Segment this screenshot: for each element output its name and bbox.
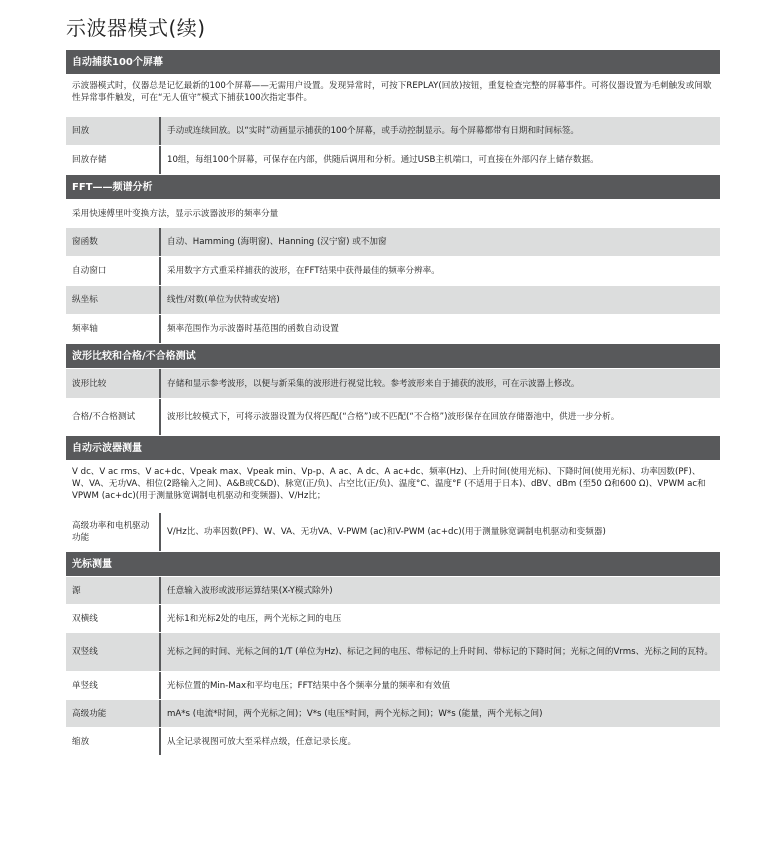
table-row: [66, 513, 720, 552]
row-label: 双横线: [66, 605, 161, 632]
section-intro-auto-capture: 示波器模式时，仪器总是记忆最新的100个屏幕——无需用户设置。发现异常时，可按下REPLAY(回放)按钮，重复检查完整的屏幕事件。可将仪器设置为毛刺触发或间歇性异常事件触发，可在“无人值守”模式下捕获100次指定事件。: [66, 75, 720, 117]
spec-table: [66, 50, 720, 755]
row-label: 双竖线: [66, 633, 161, 671]
row-value: 任意输入波形或波形运算结果(X-Y模式除外): [167, 585, 333, 596]
table-row: [66, 146, 720, 175]
section-header-cursor: 光标测量: [66, 552, 720, 577]
section-header-auto-measure: 自动示波器测量: [66, 436, 720, 461]
row-value: 光标之间的时间、光标之间的1/T (单位为Hz)、标记之间的电压、带标记的上升时间、带标记的下降时间；光标之间的Vrms、光标之间的瓦特。: [167, 647, 713, 657]
row-label: 高级功能: [66, 700, 161, 727]
row-value: 波形比较模式下，可将示波器设置为仅将匹配(“合格”)或不匹配(“不合格”)波形保存在回放存储器池中，供进一步分析。: [167, 412, 620, 422]
row-value: 10组，每组100个屏幕，可保存在内部，供随后调用和分析。通过USB主机端口，可直接在外部闪存上储存数据。: [167, 155, 599, 165]
row-value: 存储和显示参考波形，以便与新采集的波形进行视觉比较。参考波形来自于捕获的波形，可在示波器上修改。: [167, 378, 580, 389]
table-row: [66, 605, 720, 633]
row-label: 纵坐标: [66, 286, 161, 314]
row-value: V/Hz比、功率因数(PF)、W、VA、无功VA、V-PWM (ac)和V-PWM (ac+dc)(用于测量脉宽调制电机驱动和变频器): [167, 527, 606, 537]
row-value: 采用数字方式重采样捕获的波形，在FFT结果中获得最佳的频率分辨率。: [167, 266, 440, 276]
section-intro-fft: 采用快速傅里叶变换方法，显示示波器波形的频率分量: [66, 200, 720, 228]
row-label: 频率轴: [66, 315, 161, 343]
row-value: 光标1和光标2处的电压，两个光标之间的电压: [167, 613, 342, 624]
row-value: 光标位置的Min-Max和平均电压；FFT结果中各个频率分量的频率和有效值: [167, 680, 451, 691]
row-label: 窗函数: [66, 228, 161, 256]
row-label: 源: [66, 577, 161, 604]
row-label: 缩放: [66, 728, 161, 755]
page-title: 示波器模式(续): [66, 16, 206, 40]
section-header-fft: FFT——频谱分析: [66, 175, 720, 200]
table-row: [66, 672, 720, 700]
row-label: 合格/不合格测试: [66, 399, 161, 435]
row-label: 波形比较: [66, 369, 161, 398]
row-label: 自动窗口: [66, 257, 161, 285]
row-label: 回放存储: [66, 146, 161, 174]
table-row: [66, 577, 720, 605]
table-row: [66, 700, 720, 728]
table-row: [66, 633, 720, 672]
section-header-auto-capture: 自动捕获100个屏幕: [66, 50, 720, 75]
table-row: [66, 728, 720, 755]
section-intro-auto-measure: V dc、V ac rms、V ac+dc、Vpeak max、Vpeak min、Vp-p、A ac、A dc、A ac+dc、频率(Hz)、上升时间(使用光标)、下降时间(使用光标)、功率因数(PF)、W、VA、无功VA、相位(2路输入之间)、A&B或C&D)、脉宽(正/负)、占空比(正/负)、温度°C、温度°F (不适用于日本)、dBV、dBm (至50 Ω和600 Ω)、VPWM ac和VPWM (ac+dc)(用于测量脉宽调制电机驱动和变频器)、V/Hz比；: [66, 461, 720, 513]
row-value: 手动或连续回放。以“实时”动画显示捕获的100个屏幕，或手动控制显示。每个屏幕都带有日期和时间标签。: [167, 126, 580, 136]
row-label: 回放: [66, 117, 161, 145]
row-value: mA*s (电流*时间，两个光标之间)；V*s (电压*时间，两个光标之间)；W*s (能量，两个光标之间): [167, 708, 543, 719]
table-row: [66, 228, 720, 257]
table-row: [66, 257, 720, 286]
table-row: [66, 399, 720, 436]
row-value: 线性/对数(单位为伏特或安培): [167, 295, 280, 305]
table-row: [66, 369, 720, 399]
table-row: [66, 315, 720, 344]
section-header-waveform-compare: 波形比较和合格/不合格测试: [66, 344, 720, 369]
row-label: 高级功率和电机驱动功能: [66, 513, 161, 551]
table-row: [66, 117, 720, 146]
row-value: 频率范围作为示波器时基范围的函数自动设置: [167, 324, 339, 334]
row-value: 自动、Hamming (海明窗)、Hanning (汉宁窗) 或不加窗: [167, 237, 387, 247]
table-row: [66, 286, 720, 315]
row-value: 从全记录视图可放大至采样点级，任意记录长度。: [167, 736, 357, 747]
row-label: 单竖线: [66, 672, 161, 699]
